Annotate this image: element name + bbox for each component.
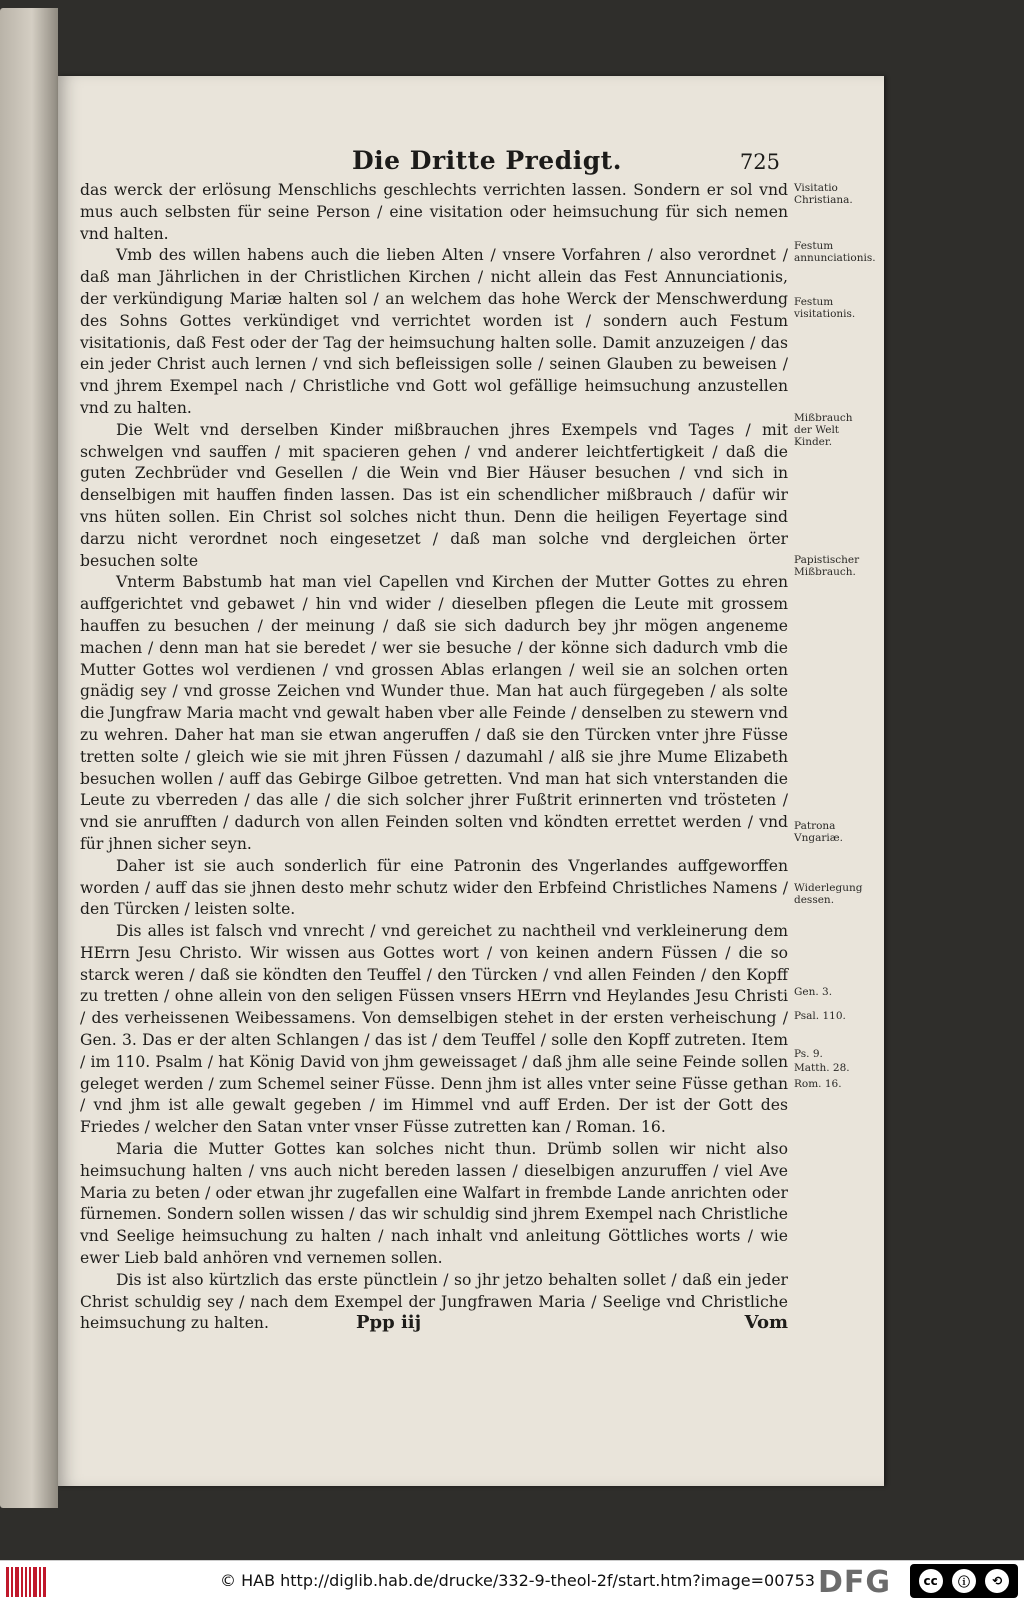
page-number: 725	[739, 150, 780, 174]
signature-mark: Ppp iij	[356, 1312, 422, 1333]
book-page	[58, 76, 884, 1486]
paragraph: Dis ist also kürtzlich das erste pünctlein / so jhr jetzo behalten sollet / daß ein jeder Christ schuldig sey / nach dem Exempel der Jungfrawen Maria / Seelige vnd Christliche heimsuchung zu halten.	[80, 1270, 788, 1333]
source-link[interactable]: © HAB http://diglib.hab.de/drucke/332-9-theol-2f/start.htm?image=00753	[220, 1571, 815, 1590]
paragraph: Vnterm Babstumb hat man viel Capellen vnd Kirchen der Mutter Gottes zu ehren auffgerichtet vnd gebawet / hin vnd wider / dieselben pflegen die Leute mit grossem hauffen zu besuchen / der meinung / daß sie sich dadurch bey jhr mögen angeneme machen / denn man hat sie beredet / wer sie besuche / der könne sich dadurch vmb die Mutter Gottes wol verdienen / vnd grossen Ablas erlangen / weil sie an solchen orten gnädig sey / vnd grosse Zeichen vnd Wunder thue. Man hat auch fürgegeben / als solte die Jungfraw Maria macht vnd gewalt haben vber alle Feinde / denselben zu stewern vnd zu wehren. Daher hat man sie etwan angeruffen / daß sie den Türcken vnter jhre Füsse tretten solte / gleich wie sie mit jhren Füssen / dazumahl / alß sie jhre Mume Elizabeth besuchen wollen / auff das Gebirge Gilboe getretten. Vnd man hat sich vnterstanden die Leute zu vberreden / das alle / die sich solcher jhrer Fußtrit erinnerten vnd trösteten / vnd sie anrufften / dadurch von allen Feinden solten vnd köndten errettet werden / vnd für jhnen sicher seyn.	[80, 573, 788, 853]
dfg-logo: DFG	[818, 1565, 892, 1600]
viewer-footer	[0, 1560, 1024, 1602]
margin-note: Rom. 16.	[794, 1078, 842, 1090]
cc-icon: cc	[919, 1569, 943, 1593]
margin-note: Matth. 28.	[794, 1062, 850, 1074]
margin-note: Ps. 9.	[794, 1048, 823, 1060]
catchword: Vom	[744, 1312, 788, 1333]
paragraph: Vmb des willen habens auch die lieben Alten / vnsere Vorfahren / also verordnet / daß man Jährlichen in der Christlichen Kirchen / nicht allein das Fest Annunciationis, der verkündigung Mariæ halten sol / an welchem das hohe Werck der Menschwerdung des Sohns Gottes verkündiget vnd verrichtet worden ist / sondern auch Festum visitationis, daß Fest oder der Tag der heimsuchung halten solle. Damit anzuzeigen / das ein jeder Christ auch lernen / vnd sich befleissigen solle / seinen Glauben zu beweisen / vnd jhrem Exempel nach / Christliche vnd Gott wol gefällige heimsuchung anzustellen vnd zu halten.	[80, 246, 788, 417]
hab-barcode-logo	[6, 1567, 46, 1597]
margin-note: Visitatio Christiana.	[794, 182, 853, 206]
sa-icon: ⟲	[985, 1569, 1009, 1593]
margin-note: Patrona Vngariæ.	[794, 820, 843, 844]
by-icon: ⓘ	[952, 1569, 976, 1593]
margin-note: Gen. 3.	[794, 986, 833, 998]
license-badge[interactable]	[910, 1564, 1018, 1598]
margin-note: Psal. 110.	[794, 1010, 846, 1022]
paragraph: das werck der erlösung Menschlichs geschlechts verrichten lassen. Sondern er sol vnd mus auch selbsten für seine Person / eine visitation oder heimsuchung für sich nemen vnd halten.	[80, 181, 788, 243]
paragraph: Daher ist sie auch sonderlich für eine Patronin des Vngerlandes auffgeworffen worden / auff das sie jhnen desto mehr schutz wider den Erbfeind Christliches Namens / den Türcken / leisten solte.	[80, 856, 788, 919]
margin-note: Papistischer Mißbrauch.	[794, 554, 860, 578]
paragraph: Die Welt vnd derselben Kinder mißbrauchen jhres Exempels vnd Tages / mit schwelgen vnd sauffen / mit spacieren gehen / vnd anderer leichtfertigkeit / daß die guten Zechbrüder vnd Gesellen / die Wein vnd Bier Häuser besuchen / vnd sich in denselbigen mit hauffen finden lassen. Das ist ein schendlicher mißbrauch / dafür wir vns hüten sollen. Ein Christ sol solches nicht thun. Denn die heiligen Feyertage sind darzu nicht verordnet noch eingesetzet / daß man solche vnd dergleichen örter besuchen solte	[80, 420, 788, 570]
previous-page-edge	[0, 8, 58, 1508]
margin-note: Mißbrauch der Welt Kinder.	[794, 412, 853, 448]
page-foot	[80, 1312, 788, 1340]
margin-note: Widerlegung dessen.	[794, 882, 863, 906]
body-text	[80, 180, 788, 1335]
margin-note: Festum annunciationis.	[794, 240, 876, 264]
paragraph: Dis alles ist falsch vnd vnrecht / vnd gereichet zu nachtheil vnd verkleinerung dem HErrn Jesu Christo. Wir wissen aus Gottes wort / von keinen andern Füssen / die so starck weren / daß sie köndten den Teuffel / den Türcken / vnd allen Feinden / den Kopff zu tretten / ohne allein von den seligen Füssen vnsers HErrn vnd Heylandes Jesu Christi / des verheissenen Weibessamens. Von demselbigen stehet in der ersten verheischung / Gen. 3. Das er der alten Schlangen / das ist / dem Teuffel / solle den Kopff zutreten. Item / im 110. Psalm / hat König David von jhm geweissaget / daß jhm alle seine Feinde sollen geleget werden / zum Schemel seiner Füsse. Denn jhm ist alles vnter seine Füsse gethan / vnd jhm ist alle gewalt gegeben / im Himmel vnd auff Erden. Der ist der Gott des Friedes / welcher den Satan vnter vnser Füsse zutretten kan / Roman. 16.	[80, 922, 788, 1137]
margin-note: Festum visitationis.	[794, 296, 856, 320]
paragraph: Maria die Mutter Gottes kan solches nicht thun. Drümb sollen wir nicht also heimsuchung halten / vns auch nicht bereden lassen / dieselbigen anzuruffen / viel Ave Maria zu beten / oder etwan jhr zugefallen eine Walfart in frembde Lande anrichten oder fürnemen. Sondern sollen wissen / das wir schuldig sind jhrem Exempel nach Christliche vnd Seelige heimsuchung zu halten / nach inhalt vnd anleitung Göttliches worts / wie ewer Lieb bald anhören vnd vernemen sollen.	[80, 1140, 788, 1268]
running-head-title: Die Dritte Predigt.	[352, 146, 622, 175]
